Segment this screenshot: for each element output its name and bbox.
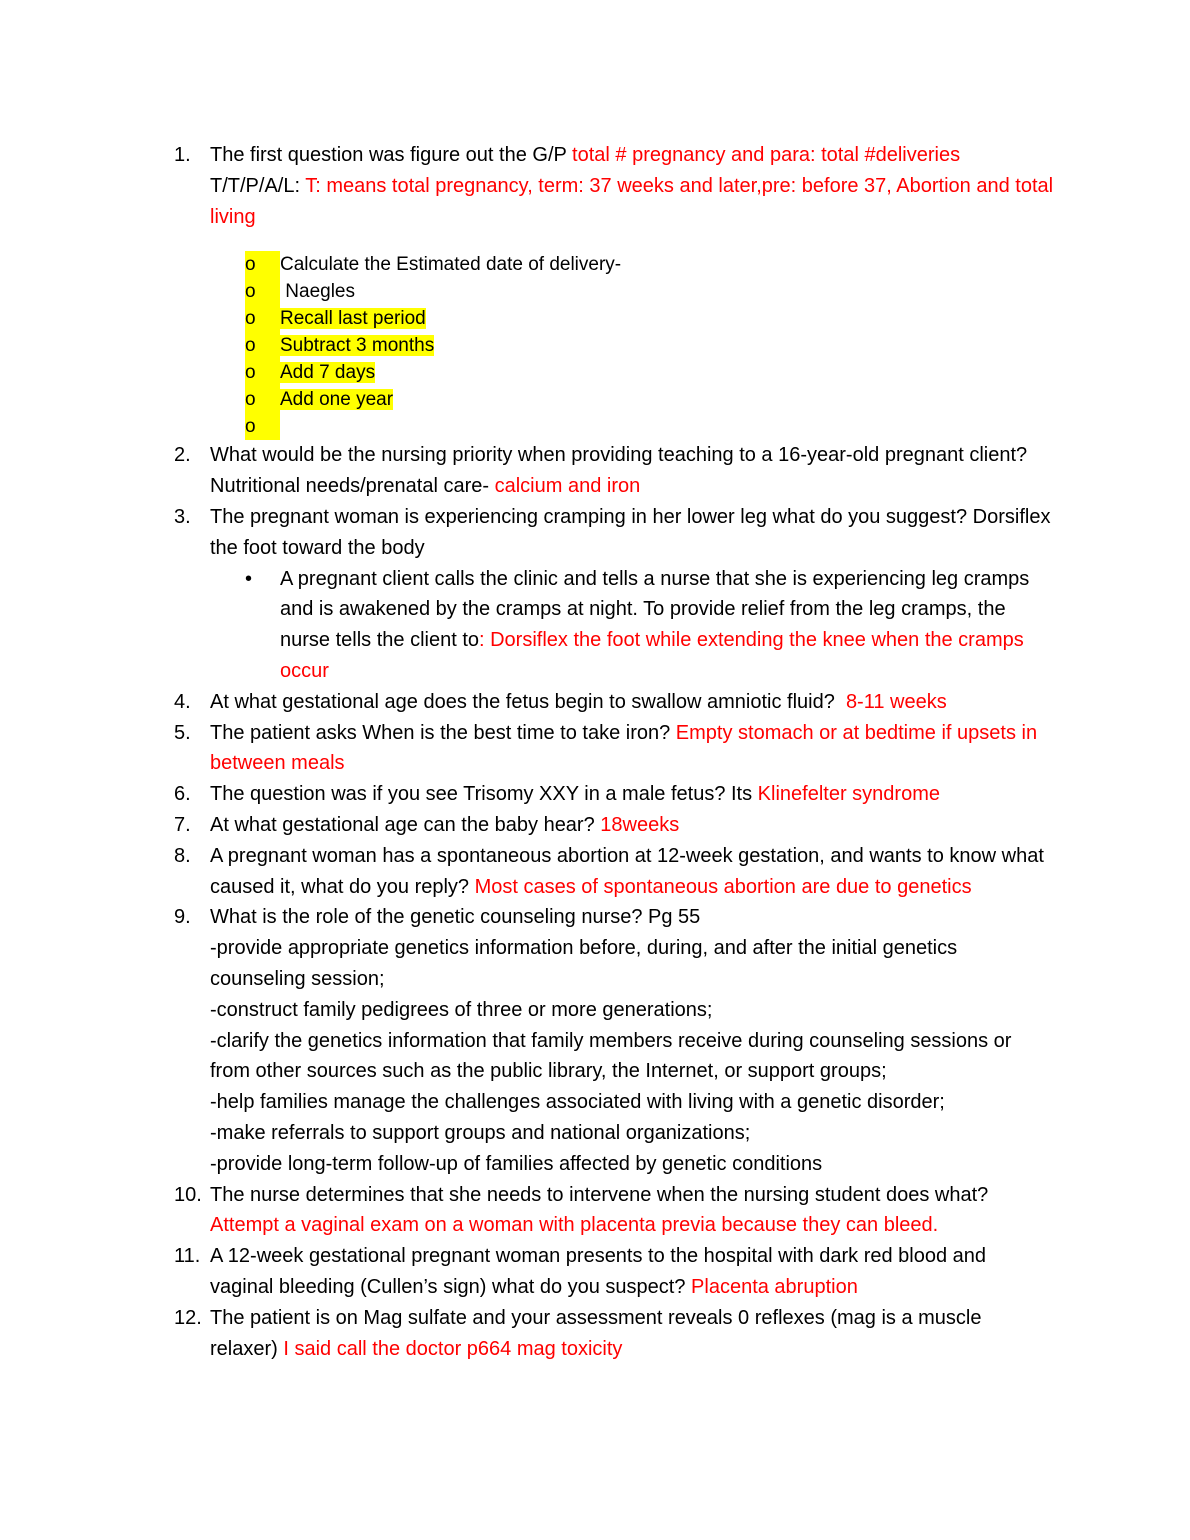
sub-item-text: Add 7 days bbox=[280, 362, 376, 384]
answer-text: Placenta abruption bbox=[691, 1275, 858, 1298]
item-number: 4. bbox=[174, 690, 191, 713]
sub-list-item bbox=[174, 386, 1054, 413]
answer-text: Most cases of spontaneous abortion are due to genetics bbox=[474, 875, 972, 898]
question-text: The question was if you see Trisomy XXY in a male fetus? Its bbox=[210, 783, 758, 806]
numbered-list bbox=[174, 140, 1054, 1364]
question-line: The first question was figure out the G/P bbox=[210, 144, 573, 166]
item-number: 5. bbox=[174, 721, 191, 744]
sub-list-item bbox=[174, 278, 1054, 305]
circle-bullet-icon: o bbox=[245, 413, 280, 440]
item-number: 12. bbox=[174, 1306, 202, 1329]
question-text: A 12-week gestational pregnant woman presents to the hospital with dark red blood and vaginal bleeding (Cullen’s sign) what do you suspect? bbox=[210, 1245, 987, 1298]
circle-bullet-icon: o bbox=[245, 305, 280, 332]
list-item-11 bbox=[174, 1241, 1054, 1303]
role-line: -provide long-term follow-up of families affected by genetic conditions bbox=[210, 1152, 823, 1175]
bullet-text: A pregnant client calls the clinic and tells a nurse that she is experiencing leg cramps and is awakened by the cramps at night. To provide relief from the leg cramps, the nurse tells the client to bbox=[280, 567, 1030, 652]
list-item-8 bbox=[174, 841, 1054, 903]
answer-text: T: means total pregnancy, term: 37 weeks and later,pre: before 37, Abortion and total living bbox=[210, 174, 1054, 228]
role-line: -clarify the genetics information that family members receive during counseling sessions or from other sources such as the public library, the Internet, or support groups; bbox=[210, 1029, 1012, 1083]
item-number: 3. bbox=[174, 505, 191, 528]
question-text: What is the role of the genetic counseling nurse? Pg 55 bbox=[210, 906, 701, 929]
bullet-list-item bbox=[174, 564, 1054, 687]
list-item-5 bbox=[174, 718, 1054, 780]
role-line: -provide appropriate genetics information before, during, and after the initial genetics counseling session; bbox=[210, 937, 958, 990]
question-text: At what gestational age can the baby hear? bbox=[210, 813, 601, 836]
list-item-12 bbox=[174, 1303, 1054, 1365]
bullet-dot-icon: • bbox=[245, 567, 253, 590]
list-item-10 bbox=[174, 1180, 1054, 1242]
sub-item-text: Recall last period bbox=[280, 308, 426, 330]
sub-list-item bbox=[174, 251, 1054, 278]
sub-item-text: Subtract 3 months bbox=[280, 335, 435, 357]
question-text: At what gestational age does the fetus begin to swallow amniotic fluid? bbox=[210, 690, 846, 713]
sub-list bbox=[174, 251, 1054, 440]
role-line: -help families manage the challenges associated with living with a genetic disorder; bbox=[210, 1091, 945, 1114]
question-text: A pregnant woman has a spontaneous abortion at 12-week gestation, and wants to know what caused it, what do you reply? bbox=[210, 844, 1044, 898]
circle-bullet-icon: o bbox=[245, 386, 280, 413]
circle-bullet-icon: o bbox=[245, 251, 280, 278]
item-number: 11. bbox=[174, 1245, 201, 1268]
answer-text: 8-11 weeks bbox=[845, 690, 947, 713]
sub-list-item bbox=[174, 305, 1054, 332]
answer-text: Empty stomach or at bedtime if upsets in between meals bbox=[210, 721, 1038, 775]
answer-text: Attempt a vaginal exam on a woman with placenta previa because they can bleed. bbox=[210, 1214, 939, 1237]
list-item-2 bbox=[174, 440, 1054, 502]
circle-bullet-icon: o bbox=[245, 278, 280, 305]
item-number: 6. bbox=[174, 783, 191, 806]
list-item-1 bbox=[174, 140, 1054, 232]
list-item-6 bbox=[174, 779, 1054, 810]
role-line: -make referrals to support groups and national organizations; bbox=[210, 1121, 751, 1144]
answer-text: Klinefelter syndrome bbox=[757, 783, 940, 806]
sub-item-text: Add one year bbox=[280, 389, 394, 411]
question-text: What would be the nursing priority when providing teaching to a 16-year-old pregnant client? Nutritional needs/prenatal care- bbox=[210, 444, 1028, 498]
question-text bbox=[210, 140, 1054, 232]
item-number: 7. bbox=[174, 813, 191, 836]
item-number: 10. bbox=[174, 1183, 202, 1206]
sub-list-item bbox=[174, 332, 1054, 359]
question-line: T/T/P/A/L: bbox=[210, 174, 306, 197]
circle-bullet-icon: o bbox=[245, 332, 280, 359]
question-text: The patient is on Mag sulfate and your assessment reveals 0 reflexes (mag is a muscle relaxer) bbox=[210, 1306, 982, 1360]
question-text: The nurse determines that she needs to intervene when the nursing student does what? bbox=[210, 1183, 989, 1206]
role-line: -construct family pedigrees of three or more generations; bbox=[210, 998, 713, 1021]
item-number: 8. bbox=[174, 844, 191, 867]
sub-list-item bbox=[174, 413, 1054, 440]
answer-text: 18weeks bbox=[600, 813, 680, 836]
answer-text: I said call the doctor p664 mag toxicity bbox=[283, 1337, 623, 1360]
sub-item-text: Calculate the Estimated date of delivery- bbox=[280, 254, 622, 276]
circle-bullet-icon: o bbox=[245, 359, 280, 386]
item-number: 1. bbox=[174, 144, 191, 166]
item-number: 2. bbox=[174, 444, 191, 467]
answer-text: total # pregnancy and para: total #deliveries bbox=[572, 144, 961, 166]
sub-item-text: Naegles bbox=[280, 281, 355, 303]
list-item-4 bbox=[174, 687, 1054, 718]
list-item-3 bbox=[174, 502, 1054, 564]
answer-text: calcium and iron bbox=[494, 475, 641, 498]
question-text: The pregnant woman is experiencing cramping in her lower leg what do you suggest? Dorsiflex the foot toward the body bbox=[210, 505, 1051, 559]
list-item-9 bbox=[174, 902, 1054, 1179]
question-text: The patient asks When is the best time to take iron? bbox=[210, 721, 676, 744]
item-number: 9. bbox=[174, 906, 191, 929]
answer-text: : Dorsiflex the foot while extending the knee when the cramps occur bbox=[280, 629, 1024, 682]
sub-list-item bbox=[174, 359, 1054, 386]
list-item-7 bbox=[174, 810, 1054, 841]
